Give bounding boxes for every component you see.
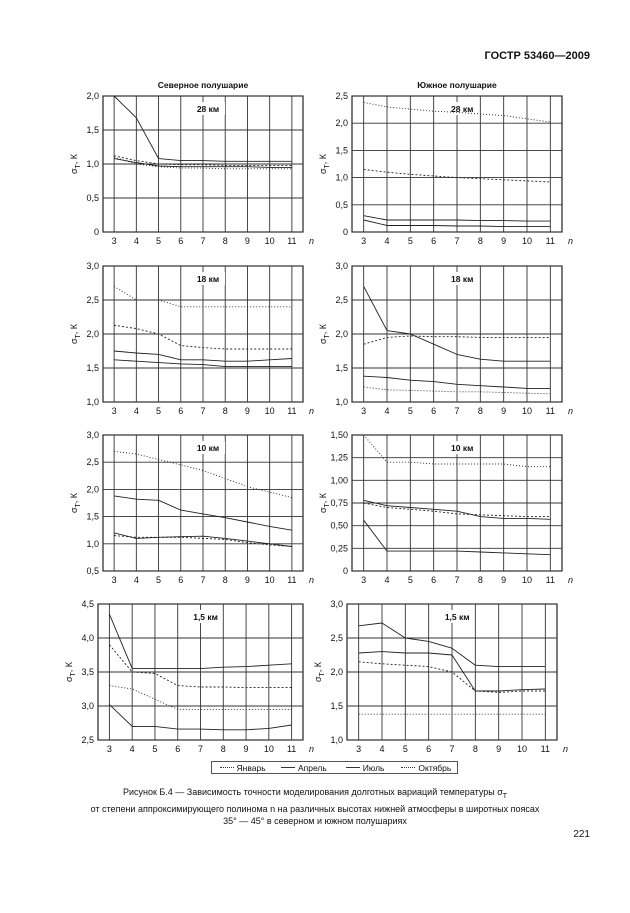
x-tick-label: 9	[501, 236, 507, 246]
x-tick-label: 11	[287, 236, 297, 246]
x-tick-label: 8	[472, 744, 478, 754]
y-axis-label: $\sigma_T$, К	[313, 661, 326, 683]
y-tick-label: 1,25	[330, 452, 348, 463]
y-tick-label: 2,0	[330, 667, 343, 677]
legend-item-january	[212, 763, 273, 773]
y-tick-label: 1,0	[86, 159, 99, 169]
x-tick-label: 7	[197, 744, 204, 754]
y-axis-label: $\sigma_T$, К	[318, 153, 331, 175]
caption-line-1: Рисунок Б.4 — Зависимость точности моделирования долготных вариаций температуры $\sigma_T$	[122, 787, 508, 800]
x-tick-label: 4	[133, 406, 139, 416]
y-tick-label: 1,0	[86, 397, 99, 407]
legend-swatch-july	[346, 767, 360, 768]
x-tick-label: 4	[133, 236, 139, 246]
y-tick-label: 2,5	[335, 295, 348, 305]
y-tick-label: 1,5	[335, 363, 348, 373]
caption-line-2: от степени аппроксимирующего полинома n на различных высотах нижней атмосферы в широтных поясах	[90, 803, 540, 814]
x-tick-label: 5	[407, 236, 413, 246]
y-tick-label: 0,25	[330, 543, 348, 554]
x-tick-label: 8	[222, 236, 228, 246]
x-tick-label: 7	[200, 406, 206, 416]
x-tick-label: 4	[133, 575, 139, 585]
x-tick-label: 6	[431, 406, 437, 416]
x-tick-label: 8	[220, 744, 226, 754]
legend-item-april	[273, 763, 334, 773]
legend-item-october	[396, 763, 457, 773]
y-tick-label: 1,0	[335, 397, 348, 407]
x-tick-label: 8	[477, 406, 483, 416]
y-tick-label: 1,0	[330, 735, 343, 745]
y-tick-label: 0,50	[330, 520, 348, 531]
x-tick-label: 5	[156, 236, 162, 246]
y-tick-label: 0,5	[86, 193, 99, 203]
y-tick-label: 2,0	[86, 91, 99, 101]
x-tick-label: 9	[501, 406, 507, 416]
y-tick-label: 0,75	[330, 498, 348, 508]
legend-label-july: Июль	[362, 762, 385, 773]
x-tick-label: 9	[501, 575, 507, 585]
y-tick-label: 1,5	[86, 363, 99, 373]
x-tick-label: 11	[287, 406, 297, 416]
x-tick-label: 4	[129, 744, 135, 754]
chart-panel-3	[69, 261, 314, 416]
x-tick-label: 11	[540, 744, 551, 754]
altitude-label: 1,5 км	[444, 612, 470, 622]
y-axis-label: $\sigma_T$, К	[318, 323, 331, 345]
y-tick-label: 2,5	[86, 295, 99, 305]
y-axis-label: $\sigma_T$, К	[69, 492, 82, 514]
document-header: ГОСТР 53460—2009	[484, 50, 590, 62]
y-axis-label: $\sigma_T$, К	[69, 153, 82, 175]
altitude-label: 10 км	[196, 443, 220, 453]
x-axis-label: n	[568, 236, 574, 246]
x-tick-label: 10	[521, 236, 533, 246]
x-tick-label: 6	[431, 236, 437, 246]
x-tick-label: 5	[152, 744, 158, 754]
x-tick-label: 3	[361, 236, 367, 246]
chart-panel-6	[318, 430, 573, 585]
y-tick-label: 2,5	[86, 457, 99, 468]
x-tick-label: 7	[454, 406, 460, 416]
x-tick-label: 3	[356, 744, 362, 754]
y-tick-label: 2,0	[86, 484, 99, 495]
x-tick-label: 4	[384, 236, 390, 246]
x-tick-label: 5	[156, 406, 162, 416]
x-axis-label: n	[568, 575, 574, 585]
x-tick-label: 6	[178, 575, 184, 585]
chart-panel-8	[313, 599, 568, 754]
y-tick-label: 2,5	[335, 91, 348, 101]
y-tick-label: 4,0	[81, 633, 94, 643]
caption-line-3: 35° — 45° в северном и южном полушариях	[223, 815, 407, 826]
y-tick-label: 3,0	[81, 701, 94, 711]
y-axis-label: $\sigma_T$, К	[64, 661, 77, 683]
x-tick-label: 8	[477, 575, 483, 585]
y-tick-label: 2,5	[330, 633, 343, 643]
x-tick-label: 6	[426, 744, 432, 754]
figure-caption	[40, 786, 590, 827]
legend-label-april: Апрель	[297, 762, 327, 773]
x-tick-label: 6	[431, 575, 437, 585]
y-tick-label: 1,0	[335, 172, 348, 183]
x-tick-label: 8	[222, 575, 228, 585]
legend-item-july	[335, 763, 396, 773]
x-tick-label: 5	[407, 406, 413, 416]
x-tick-label: 10	[516, 744, 528, 754]
x-tick-label: 10	[263, 744, 274, 754]
x-tick-label: 9	[244, 575, 250, 585]
x-axis-label: n	[309, 575, 315, 585]
x-tick-label: 11	[286, 744, 297, 754]
x-tick-label: 6	[175, 744, 181, 754]
x-tick-label: 5	[156, 575, 162, 585]
y-tick-label: 1,5	[86, 511, 99, 522]
y-tick-label: 0	[93, 227, 99, 237]
altitude-label: 18 км	[196, 274, 220, 284]
x-axis-label: n	[309, 744, 315, 754]
y-tick-label: 0	[342, 227, 348, 237]
x-tick-label: 8	[222, 406, 228, 416]
x-tick-label: 11	[287, 575, 297, 585]
x-tick-label: 9	[244, 406, 250, 416]
x-tick-label: 5	[407, 575, 413, 585]
chart-panel-2	[318, 80, 573, 246]
legend	[211, 761, 458, 774]
y-axis-label: $\sigma_T$, К	[69, 323, 82, 345]
y-tick-label: 1,0	[86, 538, 99, 549]
y-tick-label: 3,5	[81, 667, 94, 677]
x-tick-label: 9	[243, 744, 249, 754]
y-axis-label: $\sigma_T$, К	[318, 492, 331, 514]
x-tick-label: 7	[200, 575, 206, 585]
legend-swatch-january	[220, 767, 234, 768]
y-tick-label: 1,5	[330, 701, 343, 711]
y-tick-label: 2,5	[81, 735, 94, 745]
y-tick-label: 1,00	[330, 475, 348, 486]
x-tick-label: 9	[496, 744, 502, 754]
chart-panel-4	[318, 261, 573, 416]
x-tick-label: 4	[384, 406, 390, 416]
x-tick-label: 3	[111, 236, 117, 246]
x-axis-label: n	[568, 406, 574, 416]
x-tick-label: 6	[178, 406, 184, 416]
y-tick-label: 0,5	[335, 199, 348, 210]
legend-label-january: Январь	[236, 762, 266, 773]
x-tick-label: 4	[379, 744, 385, 754]
x-tick-label: 3	[361, 406, 367, 416]
x-tick-label: 7	[200, 236, 206, 246]
x-tick-label: 3	[111, 575, 117, 585]
altitude-label: 1,5 км	[193, 612, 218, 622]
x-tick-label: 11	[545, 575, 556, 585]
x-tick-label: 11	[545, 236, 556, 246]
y-tick-label: 2,0	[335, 118, 348, 129]
chart-panel-1	[69, 80, 314, 246]
x-tick-label: 7	[454, 575, 460, 585]
y-tick-label: 0	[342, 566, 348, 576]
legend-label-october: Октябрь	[418, 762, 452, 773]
x-tick-label: 5	[402, 744, 408, 754]
y-tick-label: 1,50	[330, 430, 348, 440]
column-title: Южное полушарие	[417, 80, 497, 90]
altitude-label: 28 км	[196, 104, 220, 114]
y-tick-label: 1,5	[86, 125, 99, 135]
page-number: 221	[573, 829, 590, 840]
column-title: Северное полушарие	[157, 80, 249, 90]
legend-swatch-april	[281, 767, 295, 768]
x-tick-label: 10	[521, 406, 533, 416]
x-tick-label: 10	[264, 236, 275, 246]
x-tick-label: 3	[361, 575, 367, 585]
y-tick-label: 1,5	[335, 145, 348, 156]
y-tick-label: 2,0	[86, 329, 99, 339]
x-tick-label: 10	[264, 406, 275, 416]
y-tick-label: 0,5	[86, 566, 99, 576]
y-tick-label: 3,0	[335, 261, 348, 271]
y-tick-label: 3,0	[86, 261, 99, 271]
x-axis-label: n	[309, 236, 315, 246]
chart-panel-5	[69, 430, 314, 585]
x-axis-label: n	[309, 406, 315, 416]
y-tick-label: 4,5	[81, 599, 94, 609]
x-tick-label: 10	[521, 575, 533, 585]
x-tick-label: 4	[384, 575, 390, 585]
legend-swatch-october	[401, 767, 415, 768]
x-tick-label: 3	[111, 406, 117, 416]
altitude-label: 18 км	[451, 274, 474, 284]
x-tick-label: 3	[106, 744, 112, 754]
altitude-label: 28 км	[451, 104, 474, 114]
x-tick-label: 11	[545, 406, 556, 416]
y-tick-label: 2,0	[335, 329, 348, 339]
x-tick-label: 7	[449, 744, 455, 754]
altitude-label: 10 км	[451, 443, 474, 453]
x-tick-label: 8	[477, 236, 483, 246]
y-tick-label: 3,0	[86, 430, 99, 440]
x-tick-label: 9	[244, 236, 250, 246]
x-axis-label: n	[563, 744, 569, 754]
x-tick-label: 6	[178, 236, 184, 246]
y-tick-label: 3,0	[330, 599, 343, 609]
x-tick-label: 7	[454, 236, 460, 246]
chart-panel-7	[64, 599, 314, 754]
x-tick-label: 10	[264, 575, 275, 585]
